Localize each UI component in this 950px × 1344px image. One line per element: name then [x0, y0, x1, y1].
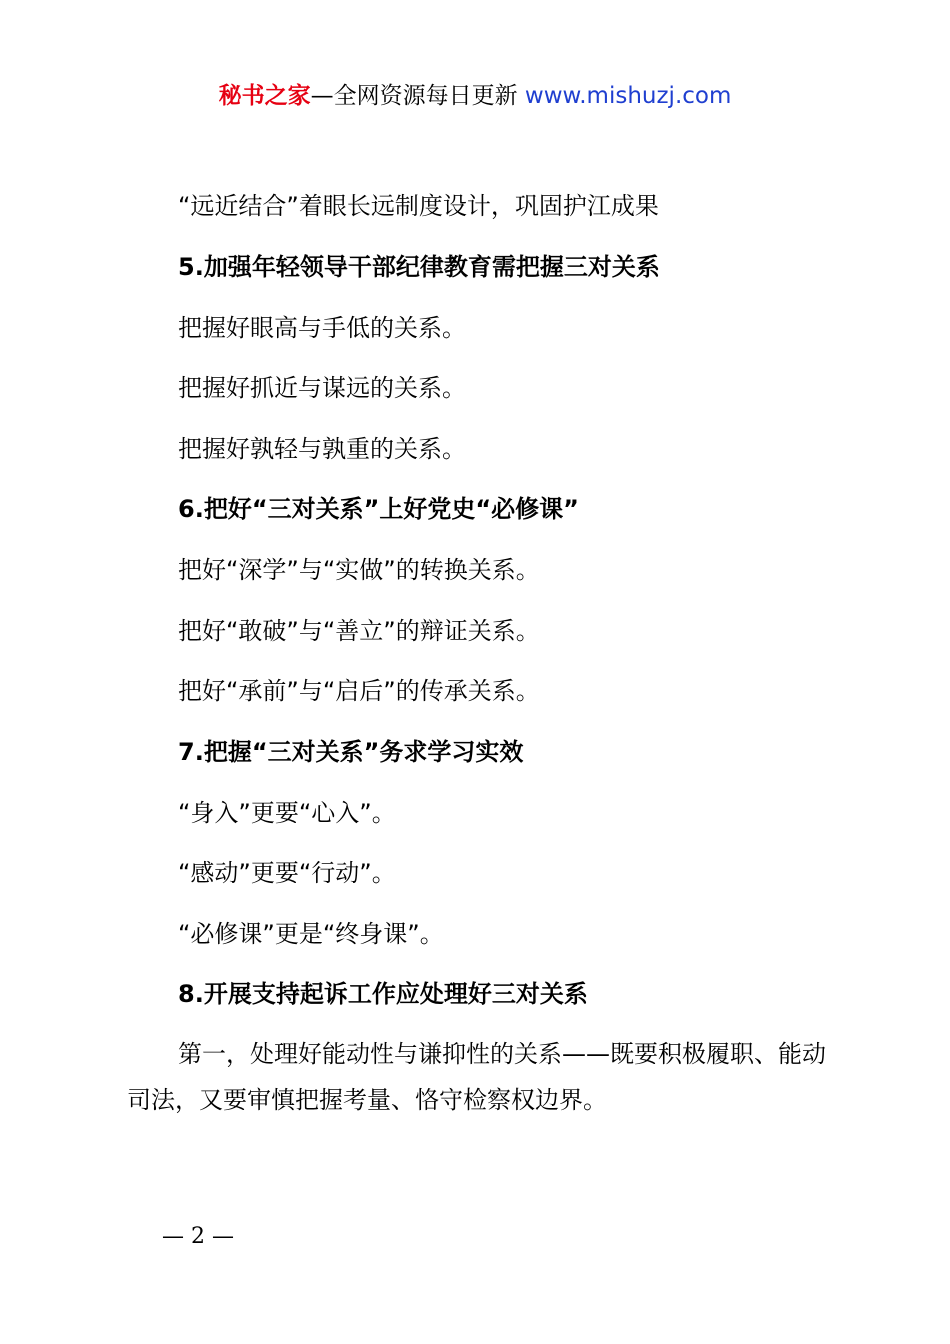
text-line: 把好“深学”与“实做”的转换关系。	[178, 556, 540, 584]
text-line: “感动”更要“行动”。	[178, 859, 396, 887]
text-line: 把握好孰轻与孰重的关系。	[178, 435, 466, 463]
text-line: “身入”更要“心入”。	[178, 799, 396, 827]
body-paragraph: 第一，处理好能动性与谦抑性的关系——既要积极履职、能动司法，又要审慎把握考量、恪守检察权边界。	[127, 1040, 826, 1114]
text-line: “远近结合”着眼长远制度设计，巩固护江成果	[178, 192, 659, 220]
text-line: “必修课”更是“终身课”。	[178, 920, 444, 948]
site-url[interactable]: www.mishuzj.com	[524, 83, 732, 109]
text-line: 把握好眼高与手低的关系。	[178, 314, 466, 342]
text-line: 把好“敢破”与“善立”的辩证关系。	[178, 617, 540, 645]
site-tagline: —全网资源每日更新	[310, 83, 525, 109]
section-heading-8: 8.开展支持起诉工作应处理好三对关系	[178, 980, 588, 1008]
site-header	[0, 80, 950, 112]
site-brand: 秘书之家	[218, 83, 311, 109]
text-line: 把握好抓近与谋远的关系。	[178, 374, 466, 402]
section-heading-7: 7.把握“三对关系”务求学习实效	[178, 738, 524, 766]
section-heading-5: 5.加强年轻领导干部纪律教育需把握三对关系	[178, 253, 660, 281]
section-heading-6: 6.把好“三对关系”上好党史“必修课”	[178, 495, 579, 523]
page-number: — 2 —	[162, 1224, 234, 1249]
text-line: 把好“承前”与“启后”的传承关系。	[178, 677, 540, 705]
